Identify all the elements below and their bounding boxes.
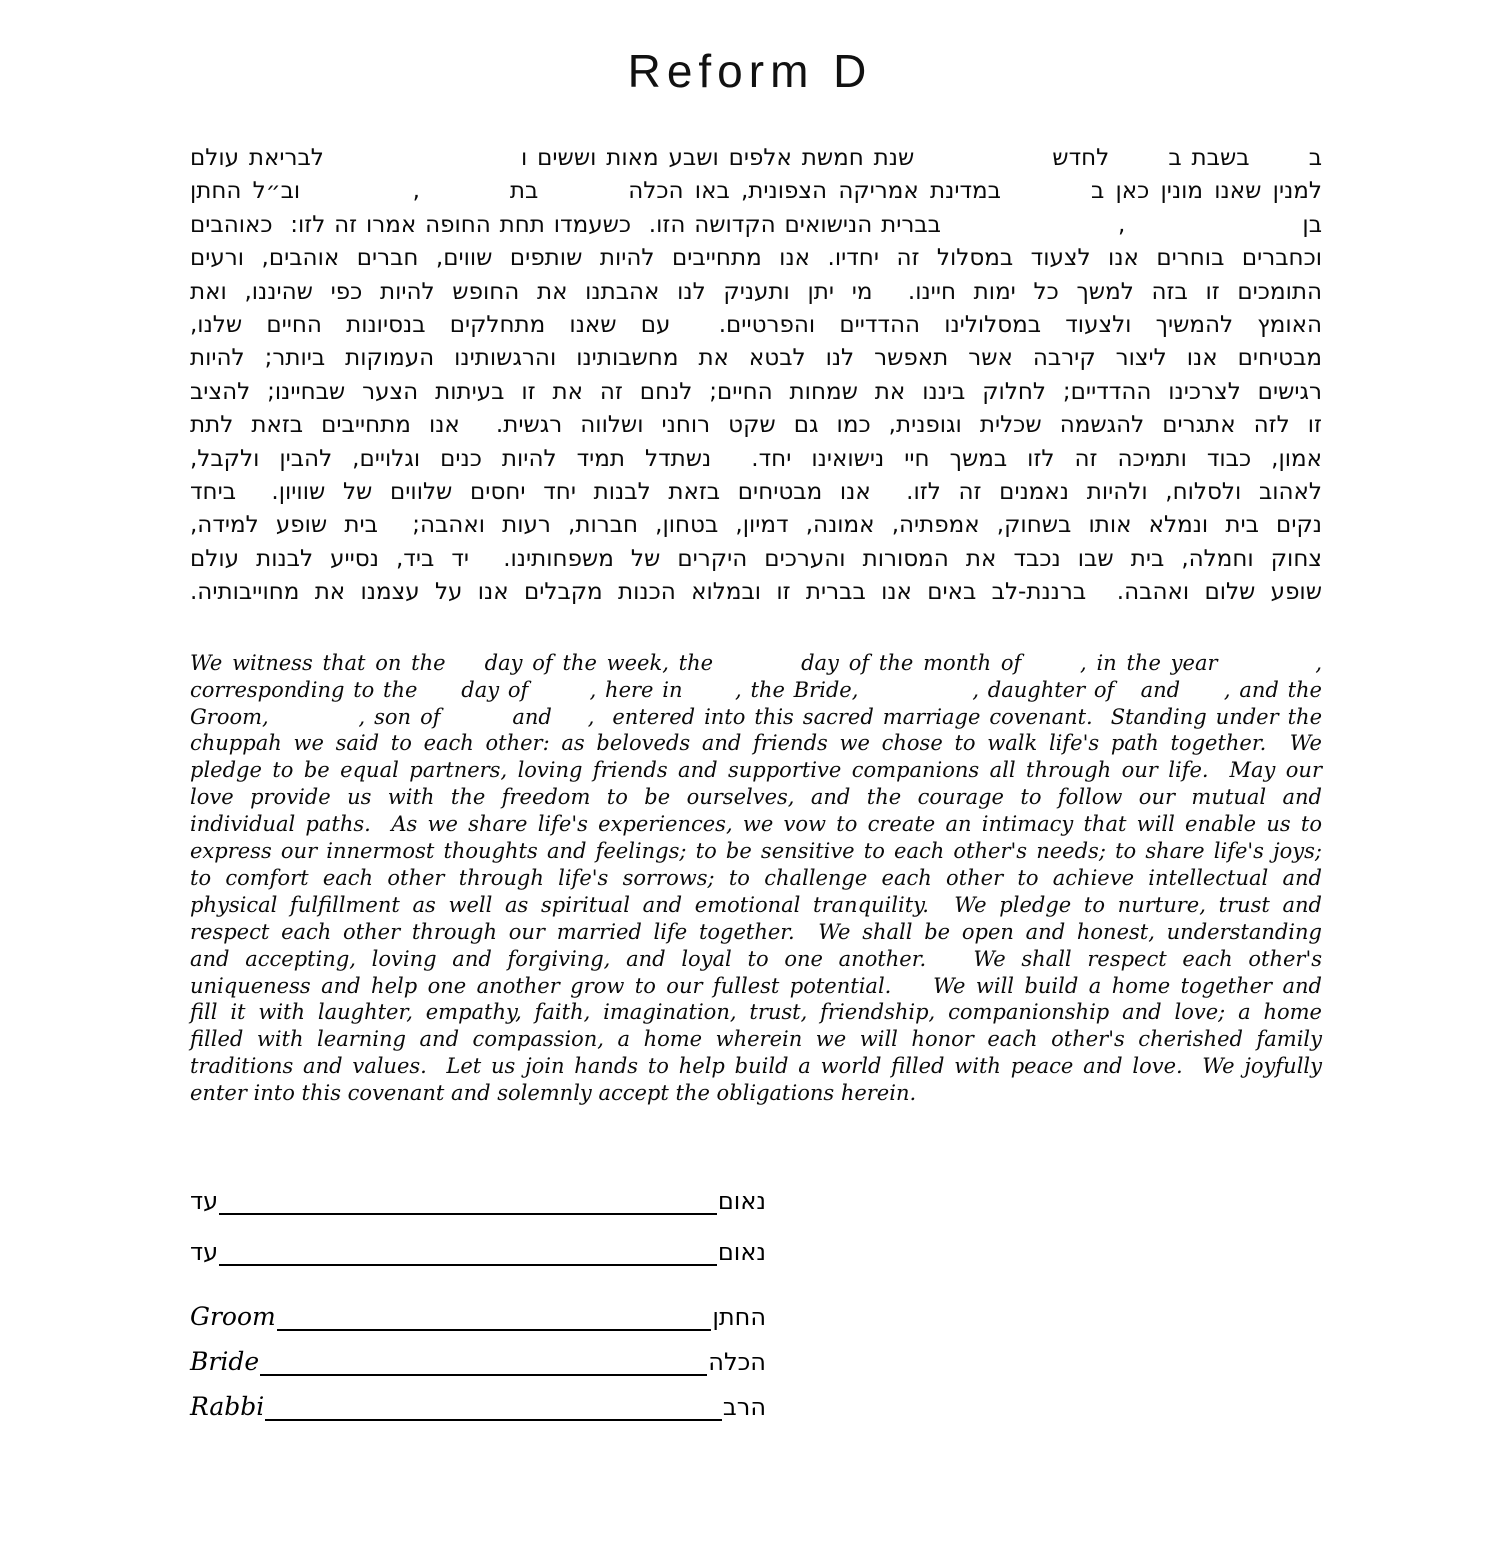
text-line: לאהוב ולסלוח, ולהיות נאמנים זה לזו. אנו מבטיחים בזאת לבנות יחד יחסים שלווים של שוויון. ביחד (190, 479, 1322, 506)
text-line: התומכים זו בזה למשך כל ימות חיינו. מי יתן ותעניק לנו אהבתנו את החופש להיות כפי שהיננו, ואת (190, 278, 1322, 305)
english-paragraph (190, 650, 1322, 1107)
text-line: בן , בברית הנישואים הקדושה הזו. כשעמדו תחת החופה אמרו זה לזו: כאוהבים (190, 211, 1322, 238)
signature-row-groom (190, 1302, 766, 1333)
witness-label-2: עד (190, 1238, 219, 1267)
text-line: individual paths. As we share life's experiences, we vow to create an intimacy that will enable us to (190, 812, 1322, 837)
rabbi-label: Rabbi (190, 1392, 265, 1422)
signature-line (219, 1185, 717, 1215)
kallah-label: הכלה (708, 1348, 766, 1377)
signature-row-witness-2 (190, 1238, 766, 1268)
text-line: שופע שלום ואהבה. ברננת-לב באים אנו בברית זו ובמלוא הכנות מקבלים אנו על עצמנו את מחוייבותיה. (190, 579, 1322, 606)
signature-block (190, 1187, 766, 1423)
text-line: זו לזה אתגרים להגשמה שכלית וגופנית, כמו גם שקט רוחני ושלווה רגשית. אנו מתחייבים בזאת לתת (190, 412, 1322, 439)
text-line: filled with learning and compassion, a home wherein we will honor each other's cherished family (190, 1027, 1322, 1052)
text-line: chuppah we said to each other: as beloveds and friends we chose to walk life's path together. We (190, 731, 1322, 756)
text-line: and accepting, loving and forgiving, and loyal to one another. We shall respect each other's (190, 946, 1322, 971)
text-line: האומץ להמשיך ולצעוד במסלולינו ההדדיים והפרטיים. עם שאנו מתחלקים בנסיונות החיים שלנו, (190, 312, 1322, 339)
text-line: corresponding to the day of , here in , the Bride, , daughter of and , and the (190, 677, 1322, 702)
text-line: physical fulfillment as well as spiritual and emotional tranquility. We pledge to nurture, trust and (190, 892, 1322, 917)
signature-line (260, 1346, 707, 1376)
text-line: נקים בית ונמלא אותו בשחוק, אמפתיה, אמונה, דמיון, בטחון, חברות, רעות ואהבה; בית שופע למידה, (190, 512, 1322, 539)
text-line: express our innermost thoughts and feelings; to be sensitive to each other's needs; to share life's joys; (190, 839, 1322, 864)
text-line: love provide us with the freedom to be ourselves, and the courage to follow our mutual and (190, 785, 1322, 810)
text-line: enter into this covenant and solemnly accept the obligations herein. (190, 1081, 917, 1106)
witness-label-1: עד (190, 1187, 219, 1216)
chatan-label: החתן (712, 1303, 766, 1332)
text-line: וכחברים בוחרים אנו לצעוד במסלול זה יחדיו. אנו מתחייבים להיות שותפים שווים, חברים אוהבים, ורעים (190, 245, 1322, 272)
text-line: fill it with laughter, empathy, faith, imagination, trust, friendship, companionship and love; a home (190, 1000, 1322, 1025)
signature-row-witness-1 (190, 1187, 766, 1217)
text-line: צחוק וחמלה, בית שבו נכבד את המסורות והערכים היקרים של משפחותינו. יד ביד, נסייע לבנות עולם (190, 545, 1322, 572)
harav-label: הרב (722, 1393, 766, 1422)
text-line: אמון, כבוד ותמיכה זה לזו במשך חיי נישואינו יחד. נשתדל תמיד להיות כנים וגלויים, להבין ולקבל, (190, 445, 1322, 472)
neum-label-2: נאום (717, 1238, 766, 1267)
text-line: למנין שאנו מונין כאן ב במדינת אמריקה הצפונית, באו הכלה בת , וב״ל החתן (190, 178, 1322, 205)
signature-line (277, 1301, 712, 1331)
text-line: pledge to be equal partners, loving friends and supportive companions all through our life. May our (190, 758, 1322, 783)
signature-line (265, 1391, 722, 1421)
groom-label: Groom (190, 1302, 276, 1332)
text-line: respect each other through our married life together. We shall be open and honest, understanding (190, 919, 1322, 944)
text-line: ב בשבת ב לחדש שנת חמשת אלפים ושבע מאות וששים ו לבריאת עולם (190, 145, 1322, 171)
signature-line (219, 1236, 717, 1266)
signature-row-bride (190, 1347, 766, 1378)
signature-row-rabbi (190, 1392, 766, 1423)
text-line: רגישים לצרכינו ההדדיים; לחלוק ביננו את שמחות החיים; לנחם זה את זו בעיתות הצער שבחיינו; להציב (190, 378, 1322, 405)
neum-label-1: נאום (717, 1187, 766, 1216)
page-title: Reform D (627, 45, 873, 97)
document-body (190, 142, 1322, 1423)
text-line: מבטיחים אנו ליצור קירבה אשר תאפשר לנו לבטא את מחשבותינו והרגשותינו העמוקות ביותר; להיות (190, 345, 1322, 372)
text-line: traditions and values. Let us join hands to help build a world filled with peace and love. We joyfully (190, 1054, 1322, 1079)
hebrew-paragraph (190, 142, 1322, 610)
bride-label: Bride (190, 1347, 260, 1377)
text-line: We witness that on the day of the week, the day of the month of , in the year , (190, 650, 1322, 675)
text-line: Groom, , son of and , entered into this sacred marriage covenant. Standing under the (190, 704, 1322, 729)
text-line: uniqueness and help one another grow to our fullest potential. We will build a home together and (190, 973, 1322, 998)
text-line: to comfort each other through life's sorrows; to challenge each other to achieve intellectual and (190, 865, 1322, 890)
